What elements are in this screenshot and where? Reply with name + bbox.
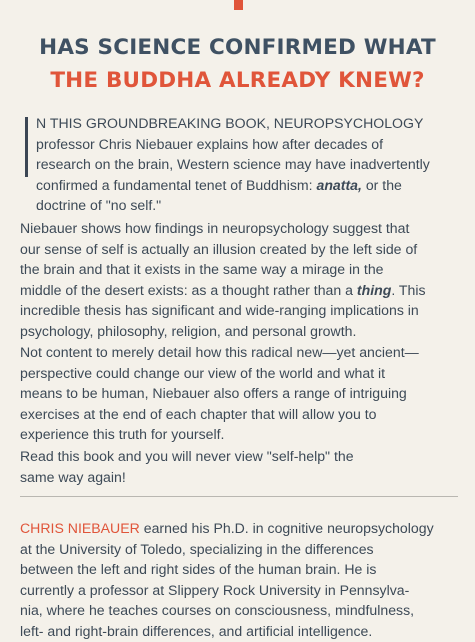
body-paragraph-3 (20, 342, 456, 445)
author-bio (20, 518, 456, 642)
bio-line: between the left and right sides of the human brain. He is (20, 561, 377, 578)
bio-line: at the University of Toledo, specializing in the differences (20, 540, 374, 557)
paragraph-line (20, 280, 456, 301)
paragraph-line: incredible thesis has significant and wide-ranging implications in (20, 302, 419, 319)
top-accent-mark (234, 0, 243, 10)
paragraph-line: our sense of self is actually an illusion created by the left side of (20, 240, 418, 257)
paragraph-text-segment: middle of the desert exists: as a thought rather than a (20, 281, 357, 298)
intro-text-segment: confirmed a fundamental tenet of Buddhism: (36, 176, 317, 193)
drop-cap-bar (25, 117, 28, 177)
body-paragraph-4 (20, 446, 456, 487)
paragraph-line: psychology, philosophy, religion, and personal growth. (20, 322, 357, 339)
bio-line: left- and right-brain differences, and artificial intelligence. (20, 622, 373, 639)
paragraph-line: perspective could change our view of the world and what it (20, 364, 386, 381)
thing-emphasis: thing (356, 281, 392, 298)
bio-line: currently a professor at Slippery Rock University in Pennsylva- (20, 581, 410, 598)
intro-text-segment: or the (361, 176, 402, 193)
headline-line-1: HAS SCIENCE CONFIRMED WHAT (39, 35, 436, 60)
headline-line-2: THE BUDDHA ALREADY KNEW? (50, 68, 425, 93)
anatta-term: anatta, (316, 176, 362, 193)
bio-line (20, 518, 456, 539)
paragraph-line: means to be human, Niebauer also offers a range of intriguing (20, 385, 407, 402)
paragraph-line: Not content to merely detail how this radical new—yet ancient— (20, 344, 419, 360)
intro-line: research on the brain, Western science may have inadvertently (36, 156, 430, 173)
intro-line: N THIS GROUNDBREAKING BOOK, NEUROPSYCHOLOGY (36, 115, 424, 131)
paragraph-line: Read this book and you will never view "self-help" the (20, 448, 354, 464)
paragraph-line: exercises at the end of each chapter that will allow you to (20, 405, 377, 422)
bio-text-segment: earned his Ph.D. in cognitive neuropsychology (139, 520, 434, 536)
paragraph-line: same way again! (20, 468, 126, 485)
paragraph-line: Niebauer shows how findings in neuropsychology suggest that (20, 220, 410, 236)
bio-line: nia, where he teaches courses on consciousness, mindfulness, (20, 602, 415, 619)
body-paragraph-2 (20, 218, 456, 342)
intro-line: professor Chris Niebauer explains how after decades of (36, 135, 384, 152)
paragraph-line: the brain and that it exists in the same way a mirage in the (20, 261, 384, 278)
intro-line (20, 175, 456, 196)
section-divider (20, 496, 458, 497)
intro-line: doctrine of "no self." (36, 197, 162, 214)
paragraph-text-segment: . This (391, 281, 426, 298)
paragraph-line: experience this truth for yourself. (20, 426, 225, 443)
intro-paragraph (20, 113, 456, 216)
author-name: CHRIS NIEBAUER (20, 520, 140, 536)
